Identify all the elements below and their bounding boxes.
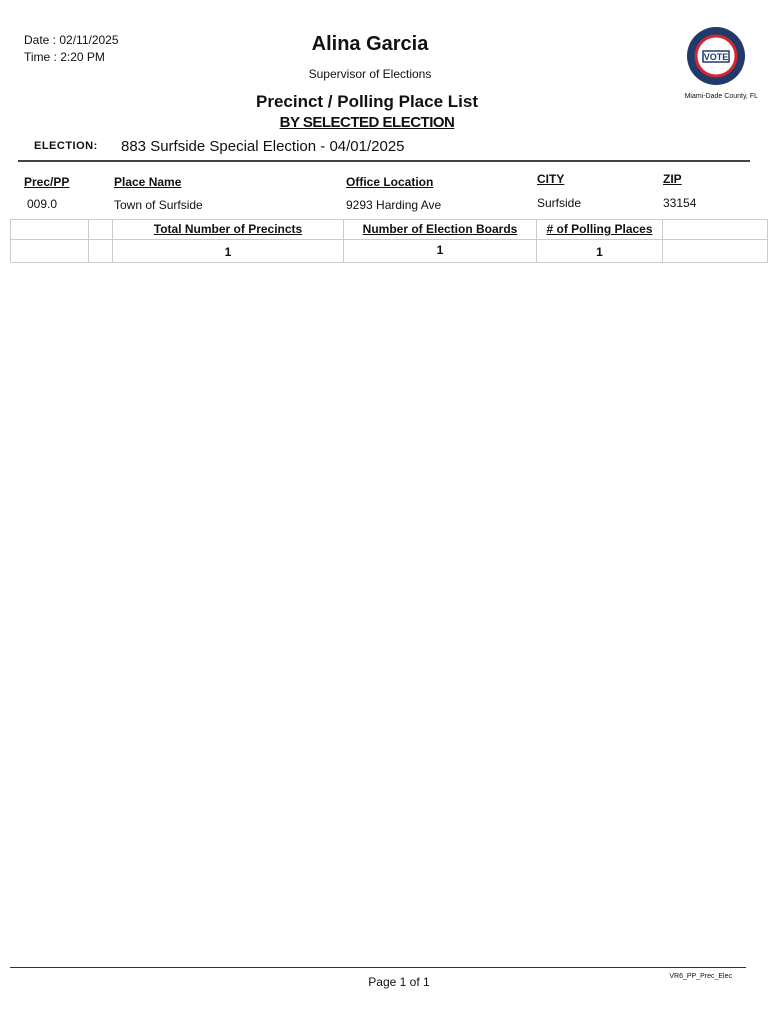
col-header-zip: ZIP bbox=[663, 172, 682, 186]
cell-prec: 009.0 bbox=[27, 197, 58, 211]
cell-place: Town of Surfside bbox=[114, 198, 203, 212]
svg-text:VOTE: VOTE bbox=[703, 52, 729, 62]
divider bbox=[18, 160, 750, 162]
report-title: Precinct / Polling Place List bbox=[255, 92, 478, 111]
footer-divider bbox=[10, 967, 746, 968]
cell-city: Surfside bbox=[537, 196, 582, 210]
election-value: 883 Surfside Special Election - 04/01/2025 bbox=[121, 138, 405, 155]
election-label: ELECTION: bbox=[34, 140, 98, 152]
report-subtitle: BY SELECTED ELECTION bbox=[279, 114, 455, 131]
col-header-office: Office Location bbox=[346, 175, 434, 189]
report-id: VR6_PP_Prec_Elec bbox=[669, 973, 732, 980]
county-label: Miami-Dade County, FL bbox=[684, 93, 758, 100]
cell-zip: 33154 bbox=[663, 196, 697, 210]
totals-header-precincts: Total Number of Precincts bbox=[153, 222, 303, 236]
time-value: 2:20 PM bbox=[60, 50, 105, 64]
totals-header-boards: Number of Election Boards bbox=[362, 222, 518, 236]
supervisor-name: Alina Garcia bbox=[311, 33, 429, 55]
totals-value-precincts: 1 bbox=[224, 245, 232, 259]
supervisor-title: Supervisor of Elections bbox=[308, 67, 432, 81]
totals-header-polling: # of Polling Places bbox=[546, 222, 653, 236]
date-label: Date : bbox=[24, 33, 57, 47]
vote-logo-icon bbox=[686, 25, 746, 87]
cell-office: 9293 Harding Ave bbox=[346, 198, 442, 212]
col-header-prec: Prec/PP bbox=[24, 175, 70, 189]
col-header-city: CITY bbox=[537, 172, 565, 186]
totals-value-polling: 1 bbox=[596, 245, 603, 259]
col-header-place: Place Name bbox=[114, 175, 182, 189]
totals-table bbox=[10, 219, 768, 263]
totals-value-boards: 1 bbox=[436, 243, 444, 257]
time-label: Time : bbox=[24, 50, 57, 64]
page-number: Page 1 of 1 bbox=[368, 975, 430, 989]
date-value: 02/11/2025 bbox=[59, 33, 119, 47]
